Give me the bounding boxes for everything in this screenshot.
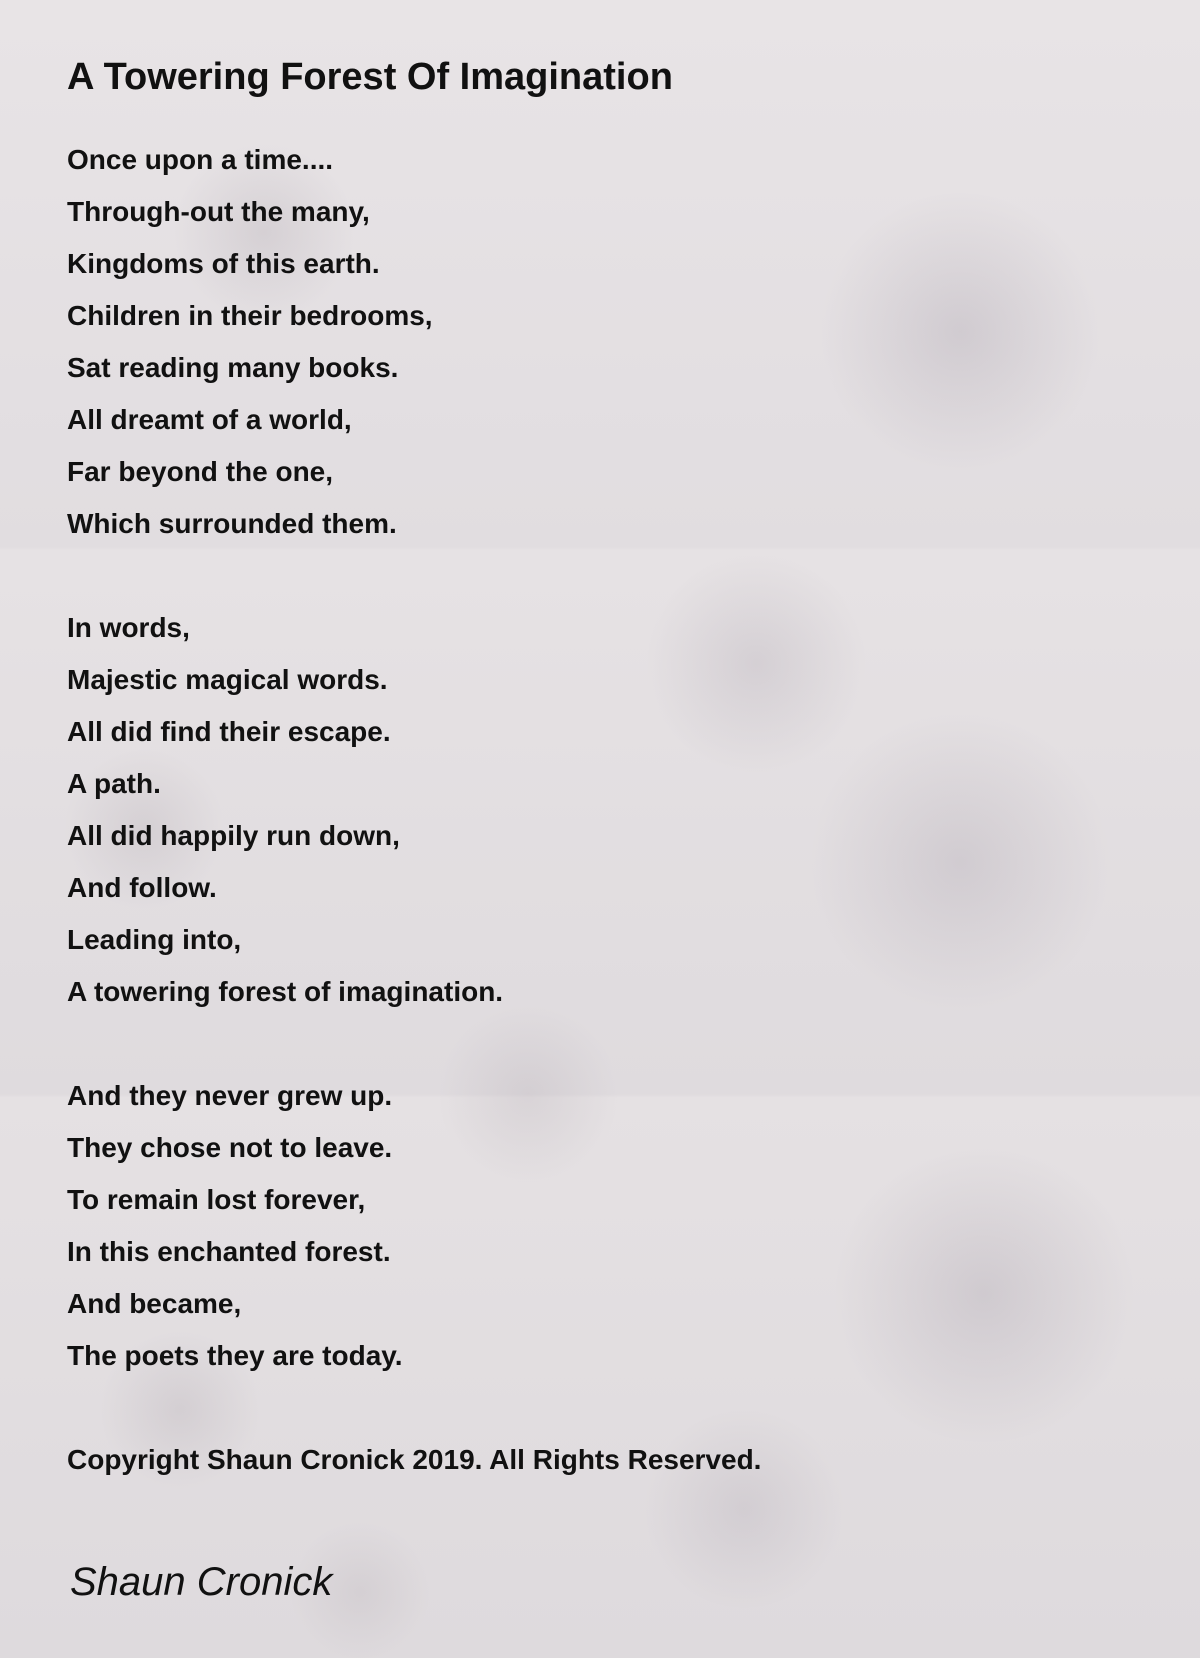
poem-line: They chose not to leave. [67, 1132, 393, 1163]
poem-line: To remain lost forever, [67, 1184, 366, 1215]
poem-line: All did happily run down, [67, 820, 400, 851]
poem-line: And follow. [67, 872, 217, 903]
poem-line: Sat reading many books. [67, 352, 399, 383]
poem-line: Majestic magical words. [67, 664, 388, 695]
poem-line: Which surrounded them. [67, 508, 397, 539]
poem-line: Kingdoms of this earth. [67, 248, 380, 279]
poem-body [67, 134, 1147, 1486]
poem-line: And they never grew up. [67, 1080, 393, 1111]
poem-line: Children in their bedrooms, [67, 300, 433, 331]
poem-line: Once upon a time.... [67, 144, 334, 175]
poem-line: In this enchanted forest. [67, 1236, 391, 1267]
stanza-1 [67, 134, 1147, 550]
poem-line: A path. [67, 768, 161, 799]
author-signature: Shaun Cronick [70, 1560, 333, 1604]
poem-line: Through-out the many, [67, 196, 370, 227]
poem-line: Far beyond the one, [67, 456, 334, 487]
stanza-2 [67, 602, 1147, 1018]
poem-line: In words, [67, 612, 190, 643]
poem-page [67, 48, 1147, 1475]
poem-line: And became, [67, 1288, 242, 1319]
copyright-notice: Copyright Shaun Cronick 2019. All Rights Reserved. [67, 1444, 762, 1475]
poem-line: A towering forest of imagination. [67, 976, 504, 1007]
poem-title: A Towering Forest Of Imagination [67, 56, 673, 98]
poem-line: All dreamt of a world, [67, 404, 352, 435]
poem-line: All did find their escape. [67, 716, 391, 747]
poem-line: Leading into, [67, 924, 242, 955]
stanza-3 [67, 1070, 1147, 1382]
poem-line: The poets they are today. [67, 1340, 403, 1371]
